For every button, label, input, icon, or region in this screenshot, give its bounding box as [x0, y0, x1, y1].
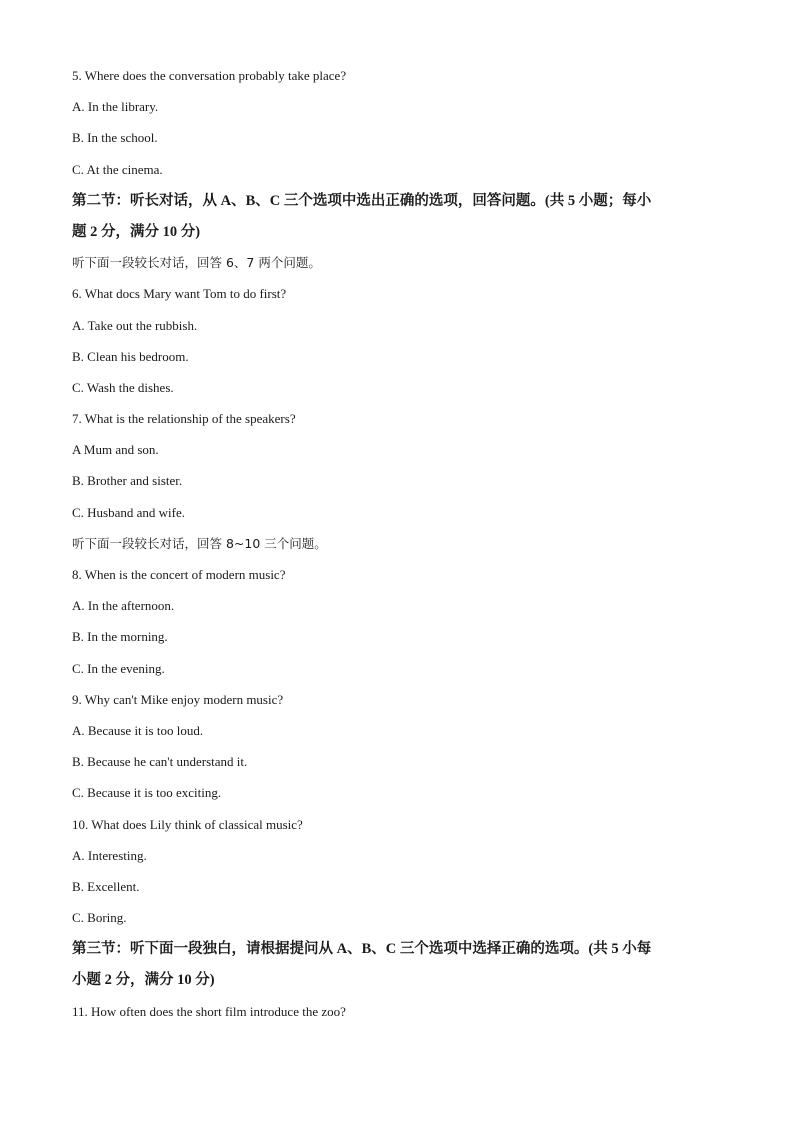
document-content: [72, 66, 732, 1033]
option-5b: B. In the school.: [72, 130, 158, 146]
option-10c: C. Boring.: [72, 910, 127, 926]
instruction-6-7: 听下面一段较长对话，回答 6、7 两个问题。: [72, 255, 321, 271]
question-9: 9. Why can't Mike enjoy modern music?: [72, 691, 284, 707]
question-8: 8. When is the concert of modern music?: [72, 567, 286, 582]
option-9a: A. Because it is too loud.: [72, 722, 204, 738]
question-11: 11. How often does the short film introduce the zoo?: [72, 1003, 346, 1019]
question-5: 5. Where does the conversation probably take place?: [72, 68, 347, 83]
option-7b: B. Brother and sister.: [72, 473, 183, 489]
option-6a: A. Take out the rubbish.: [72, 317, 198, 333]
option-6b: B. Clean his bedroom.: [72, 348, 189, 364]
instruction-8-10: 听下面一段较长对话，回答 8~10 三个问题。: [72, 535, 327, 551]
option-9c: C. Because it is too exciting.: [72, 785, 222, 801]
option-6c: C. Wash the dishes.: [72, 379, 174, 395]
option-5a: A. In the library.: [72, 99, 159, 115]
option-7c: C. Husband and wife.: [72, 504, 186, 520]
option-9b: B. Because he can't understand it.: [72, 754, 248, 770]
option-10a: A. Interesting.: [72, 847, 147, 863]
option-8c: C. In the evening.: [72, 660, 165, 676]
section-2-heading: 第二节：听长对话，从 A、B、C 三个选项中选出正确的选项，回答问题。(共 5 小题；每小: [72, 192, 652, 209]
option-8b: B. In the morning.: [72, 629, 168, 645]
question-6: 6. What docs Mary want Tom to do first?: [72, 286, 287, 302]
option-10b: B. Excellent.: [72, 878, 140, 894]
section-2-heading-cont: 题 2 分，满分 10 分): [72, 223, 201, 240]
option-5c: C. At the cinema.: [72, 161, 163, 177]
section-3-heading: 第三节：听下面一段独白，请根据提问从 A、B、C 三个选项中选择正确的选项。(共 5 小每: [72, 941, 652, 958]
question-10: 10. What does Lily think of classical music?: [72, 816, 303, 832]
question-7: 7. What is the relationship of the speakers?: [72, 411, 296, 427]
option-8a: A. In the afternoon.: [72, 598, 175, 614]
section-3-heading-cont: 小题 2 分，满分 10 分): [72, 972, 215, 989]
option-7a: A Mum and son.: [72, 442, 159, 458]
